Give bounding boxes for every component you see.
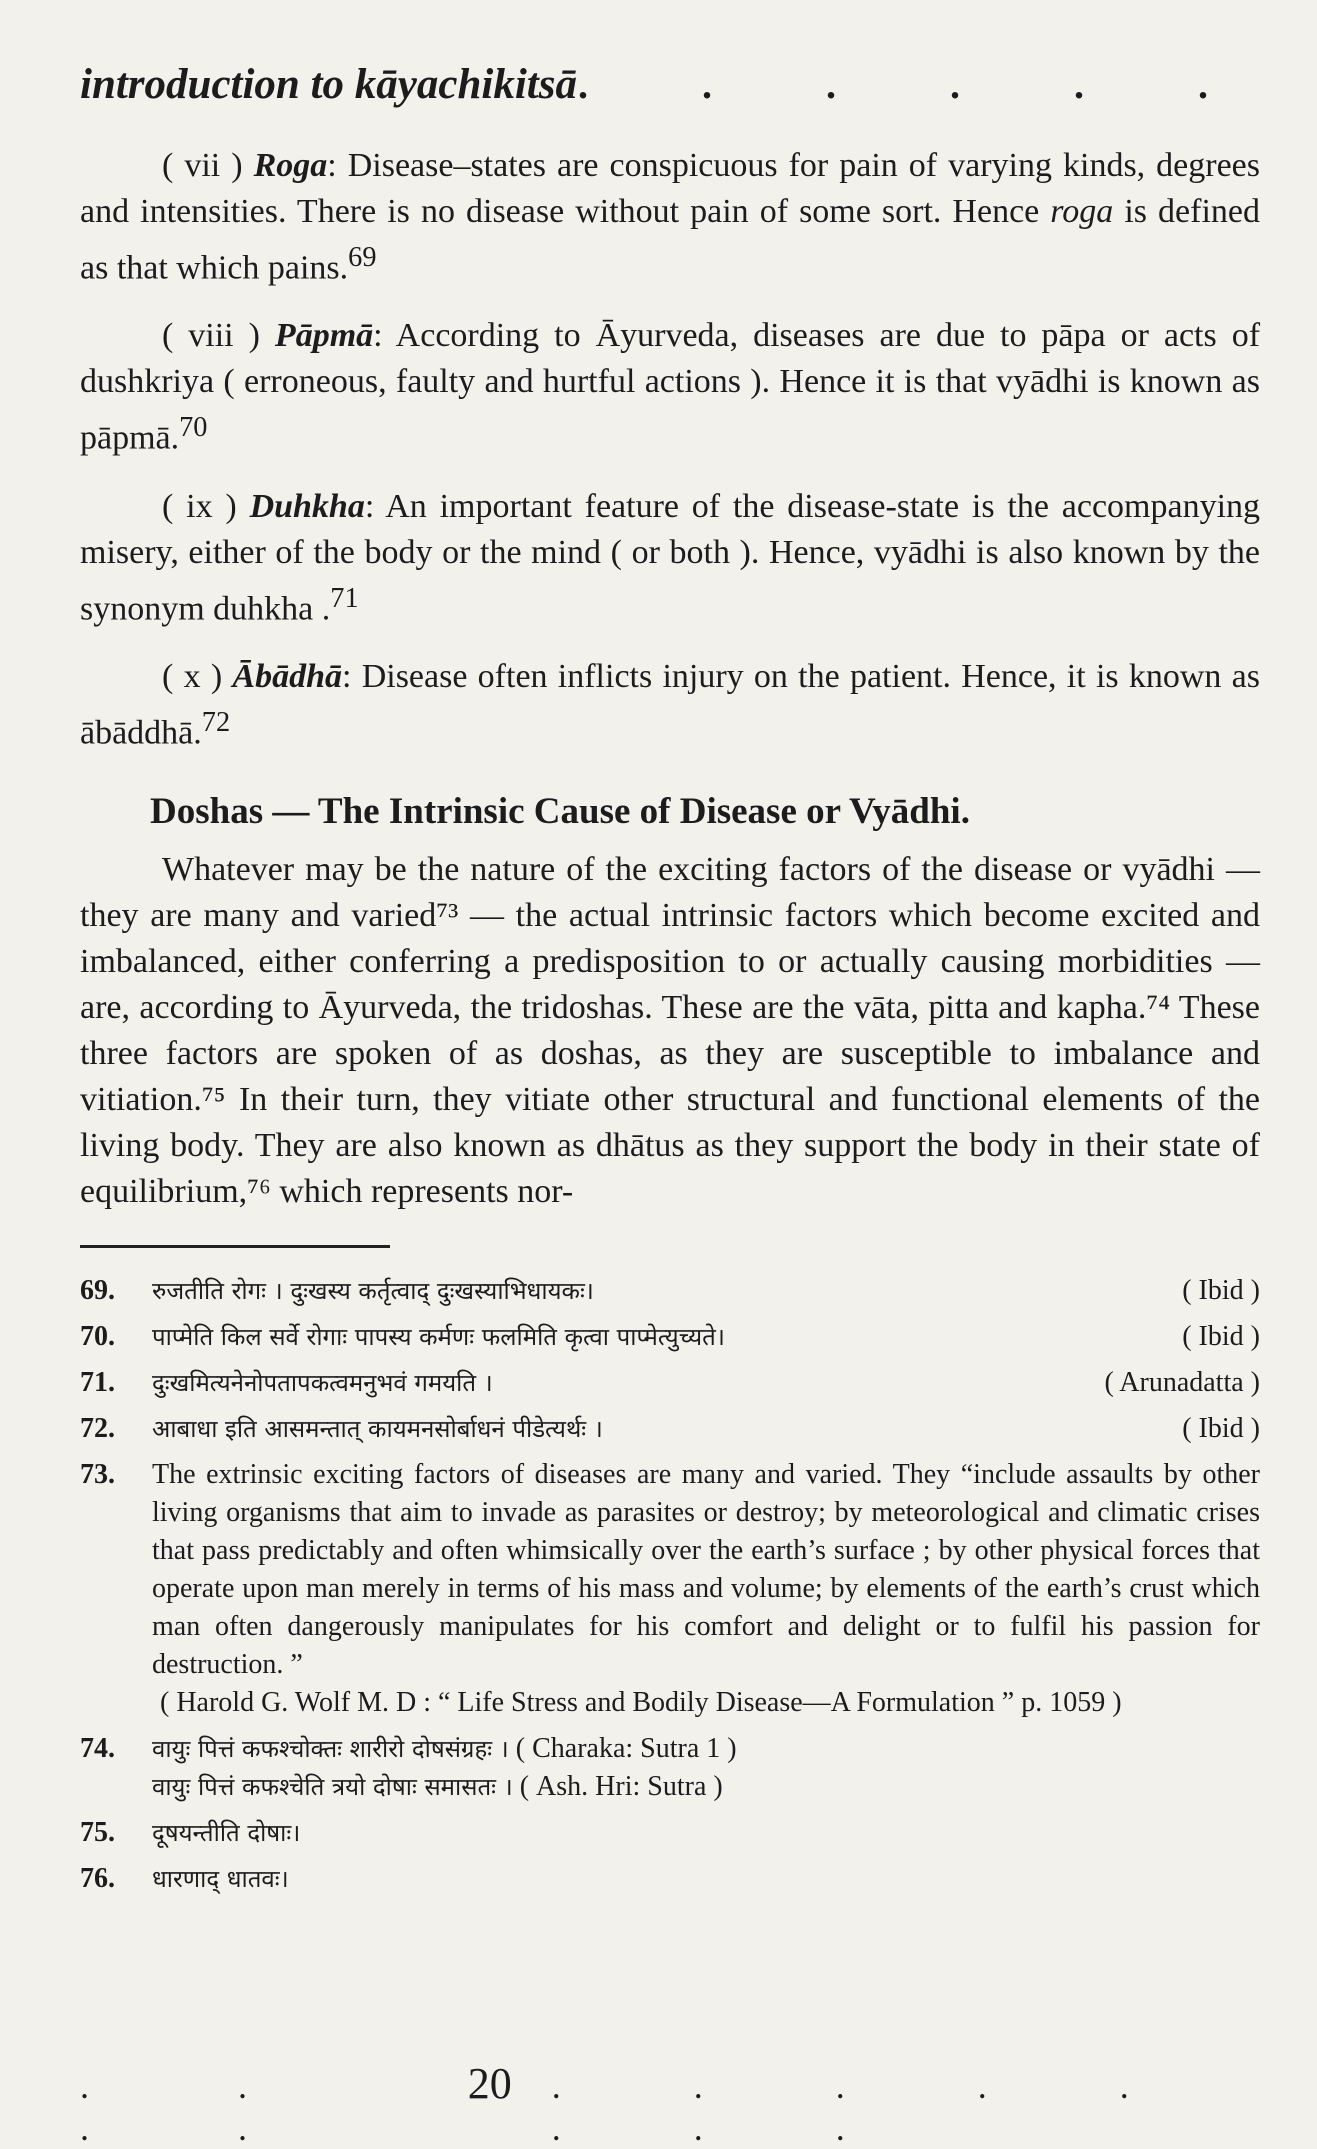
footnote-70: 70. पाप्मेति किल सर्वे रोगाः पापस्य कर्मणः फलमिति कृत्वा पाप्मेत्युच्यते। ( Ibid ) — [80, 1321, 1260, 1353]
page-number: 20 — [467, 2059, 512, 2108]
footnote-71: 71. दुःखमित्यनेनोपतापकत्वमनुभवं गमयति । ( Arunadatta ) — [80, 1367, 1260, 1399]
footnote-ref: 69 — [348, 242, 377, 273]
footnote-ref: 70 — [179, 412, 208, 444]
footnote-72: 72. आबाधा इति आसमन्तात् कायमनसोर्बाधनं पीडेत्यर्थः । ( Ibid ) — [80, 1413, 1260, 1445]
footer-dots-right: . . . . . . . . — [551, 2066, 1191, 2148]
section-paragraph: Whatever may be the nature of the exciting factors of the disease or vyādhi — they are many and varied⁷³ — the actual intrinsic factors which become excited and imbalanced, either conferring a predisposition to or actually causing morbidities — are, according to Āyurveda, the tridoshas. These are the vāta, pitta and kapha.⁷⁴ These three factors are spoken of as doshas, as they are susceptible to imbalance and vitiation.⁷⁵ In their turn, they vitiate other structural and functional elements of the living body. They are also known as dhātus as they support the body in their state of equilibrium,⁷⁶ which represents nor- — [80, 851, 1260, 1211]
footnote-ref: 71 — [330, 582, 359, 614]
footnote-74: 74. वायुः पित्तं कफश्चोक्तः शारीरो दोषसंग्रहः । ( Charaka: Sutra 1 ) वायुः पित्तं कफश्चेति त्रयो दोषाः समासतः । ( Ash. Hri: Sutra ) — [80, 1733, 737, 1803]
footnotes — [80, 1272, 1260, 1898]
page-footer — [80, 2058, 1260, 2149]
footnote-73-text: The extrinsic exciting factors of diseases are many and varied. They “include assaults by other living organisms that aim to invade as parasites or destroy; by meteorological and climatic crises that pass predictably and often whimsically over the earth’s surface ; by other physical forces that operate upon man merely in terms of his mass and volume; by elements of the earth’s crust which man often dangerously manipulates for his comfort and delight or to fulfil his passion for destruction. ” — [152, 1459, 1260, 1681]
footnote-ref: 72 — [201, 706, 231, 738]
footnote-73-citation: ( Harold G. Wolf M. D : “ Life Stress and Bodily Disease—A Formulation ” p. 1059 ) — [160, 1687, 1122, 1719]
footnote-75: 75. दूषयन्तीति दोषाः। — [80, 1817, 301, 1849]
footnote-69: 69. रुजतीति रोगः । दुःखस्य कर्तृत्वाद् दुःखस्याभिधायकः। ( Ibid ) — [80, 1275, 1260, 1307]
paragraph-abadha: ( x ) Ābādhā: Disease often inflicts injury on the patient. Hence, it is known as ābāddhā.$^{72}$ — [80, 657, 1261, 752]
document-page — [80, 60, 1260, 1906]
header-dots: . . . . . . — [578, 62, 1260, 107]
paragraph-papma: ( viii ) Pāpmā: According to Āyurveda, diseases are due to pāpa or acts of dushkriya ( erroneous, faulty and hurtful actions ). Hence it is that vyādhi is known as pāpmā.$^{70}$ — [80, 317, 1261, 457]
paragraph-duhkha: ( ix ) Duhkha: An important feature of the disease-state is the accompanying misery, either of the body or the mind ( or both ). Hence, vyādhi is also known by the synonym duhkha .$^{71}$ — [80, 487, 1261, 627]
running-head — [80, 60, 1260, 109]
footnote-73: 73. The extrinsic exciting factors of diseases are many and varied. They “include assaults by other living organisms that aim to invade as parasites or destroy; by meteorological and climatic crises that pass predictably and often whimsically over the earth’s surface ; by other physical forces that operate upon man merely in terms of his mass and volume; by elements of the earth’s crust which man often dangerously manipulates for his comfort and delight or to fulfil his passion for destruction. ” ( Harold G. Wolf M. D : “ Life Stress and Bodily Disease—A Formulation ” p. 1059 ) — [80, 1456, 1260, 1722]
footer-dots-left: . . . . — [80, 2066, 317, 2148]
running-title: introduction to kāyachikitsā — [80, 61, 577, 108]
paragraph-roga: ( vii ) Roga: Disease–states are conspicuous for pain of varying kinds, degrees and intensities. There is no disease without pain of some sort. Hence roga is defined as that which pains.$^{69}$ — [80, 147, 1261, 287]
footnote-divider — [80, 1245, 390, 1248]
section-heading: Doshas — The Intrinsic Cause of Disease or Vyādhi. — [150, 791, 970, 833]
footnote-76: 76. धारणाद् धातवः। — [80, 1863, 289, 1895]
